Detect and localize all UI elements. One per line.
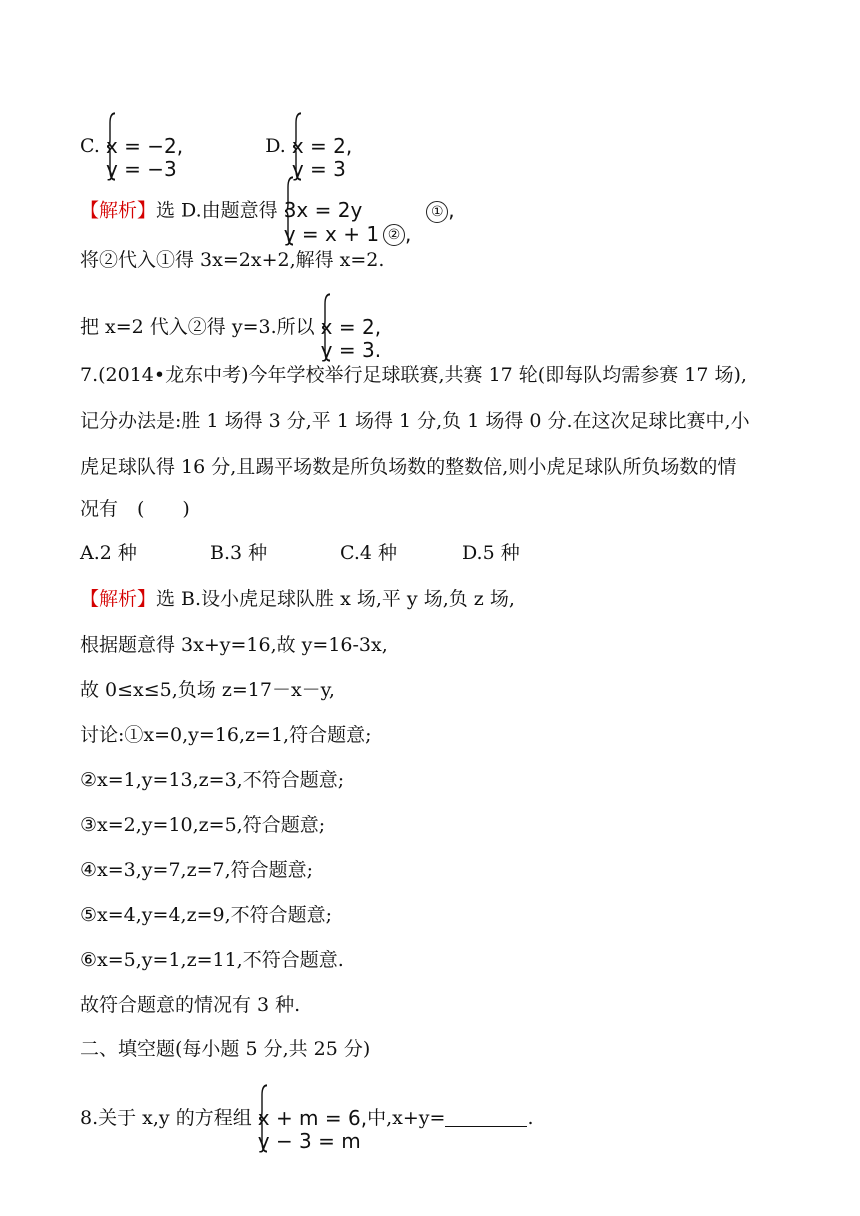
option-c-eq1: x = −2,	[105, 134, 184, 158]
q7-line-2: 记分办法是:胜 1 场得 3 分,平 1 场得 1 分,负 1 场得 0 分.在这次足球比赛中,小	[80, 410, 750, 432]
q7-solution-line-2: 根据题意得 3x+y=16,故 y=16-3x,	[80, 634, 388, 656]
q7-option-c: C.4 种	[340, 542, 398, 564]
answer-eq1: x = 2,	[320, 315, 382, 339]
option-c-system	[106, 112, 183, 181]
q7-solution-line-3: 故 0≤x≤5,负场 z=17－x－y,	[80, 679, 335, 701]
answer-system	[321, 293, 381, 362]
q8-prefix: 8.关于 x,y 的方程组	[80, 1107, 252, 1129]
solution-eq1: 3x = 2y	[283, 198, 363, 222]
q6-options-row	[80, 112, 352, 181]
eq1-tail: ,	[448, 198, 455, 222]
q6-step1: 将②代入①得 3x=2x+2,解得 x=2.	[80, 249, 385, 271]
q7-solution-line-6: ③x=2,y=10,z=5,符合题意;	[80, 814, 326, 836]
q7-solution-line-7: ④x=3,y=7,z=7,符合题意;	[80, 859, 314, 881]
option-c-label: C.	[80, 135, 100, 157]
solution-tag: 【解析】	[80, 199, 157, 222]
q8-suffix: 中,x+y=	[367, 1107, 446, 1129]
q6-step2-row	[80, 293, 381, 362]
q7-solution-line-1	[80, 590, 515, 609]
option-d-eq2: y = 3	[291, 157, 346, 181]
solution-tag: 【解析】	[80, 588, 157, 610]
option-d-system	[292, 112, 352, 181]
q7-option-d: D.5 种	[462, 542, 520, 564]
q7-option-b: B.3 种	[210, 542, 268, 564]
q6-solution-row	[80, 176, 455, 246]
q8-eq2: y − 3 = m	[257, 1129, 361, 1153]
solution-eq2: y = x + 1	[283, 221, 380, 246]
q8-end: .	[527, 1107, 534, 1129]
answer-blank[interactable]	[445, 1110, 527, 1127]
option-c-eq2: y = −3	[105, 157, 177, 181]
q8-row	[80, 1084, 534, 1153]
q7-solution-text: 选 B.设小虎足球队胜 x 场,平 y 场,负 z 场,	[156, 588, 515, 610]
q7-solution-line-8: ⑤x=4,y=4,z=9,不符合题意;	[80, 904, 333, 926]
q7-options	[80, 544, 520, 563]
section-heading: 二、填空题(每小题 5 分,共 25 分)	[80, 1038, 371, 1060]
eq2-mark: ②	[383, 224, 405, 246]
eq1-mark: ①	[426, 201, 448, 223]
q7-solution-line-5: ②x=1,y=13,z=3,不符合题意;	[80, 769, 345, 791]
answer-eq2: y = 3.	[320, 338, 382, 362]
brace-icon	[284, 176, 294, 246]
q7-line-3: 虎足球队得 16 分,且踢平场数是所负场数的整数倍,则小虎足球队所负场数的情	[80, 456, 737, 478]
brace-icon	[106, 112, 116, 181]
brace-icon	[321, 293, 331, 362]
brace-icon	[258, 1084, 268, 1153]
q7-solution-line-10: 故符合题意的情况有 3 种.	[80, 994, 301, 1016]
option-d-eq1: x = 2,	[291, 134, 353, 158]
q8-eq1: x + m = 6,	[257, 1106, 368, 1130]
q7-line-1: 7.(2014•龙东中考)今年学校举行足球联赛,共赛 17 轮(即每队均需参赛 17 场),	[80, 364, 747, 386]
option-d-label: D.	[265, 135, 286, 157]
q7-solution-line-4: 讨论:①x=0,y=16,z=1,符合题意;	[80, 724, 372, 746]
eq2-tail: ,	[405, 221, 412, 246]
solution-intro: 选 D.由题意得	[156, 199, 278, 222]
q7-option-a: A.2 种	[80, 542, 137, 564]
q7-solution-line-9: ⑥x=5,y=1,z=11,不符合题意.	[80, 949, 344, 971]
q6-step2-prefix: 把 x=2 代入②得 y=3.所以	[80, 316, 315, 338]
solution-system	[284, 176, 455, 246]
q7-line-4: 况有 ( )	[80, 498, 190, 520]
q8-system	[258, 1084, 367, 1153]
brace-icon	[292, 112, 302, 181]
